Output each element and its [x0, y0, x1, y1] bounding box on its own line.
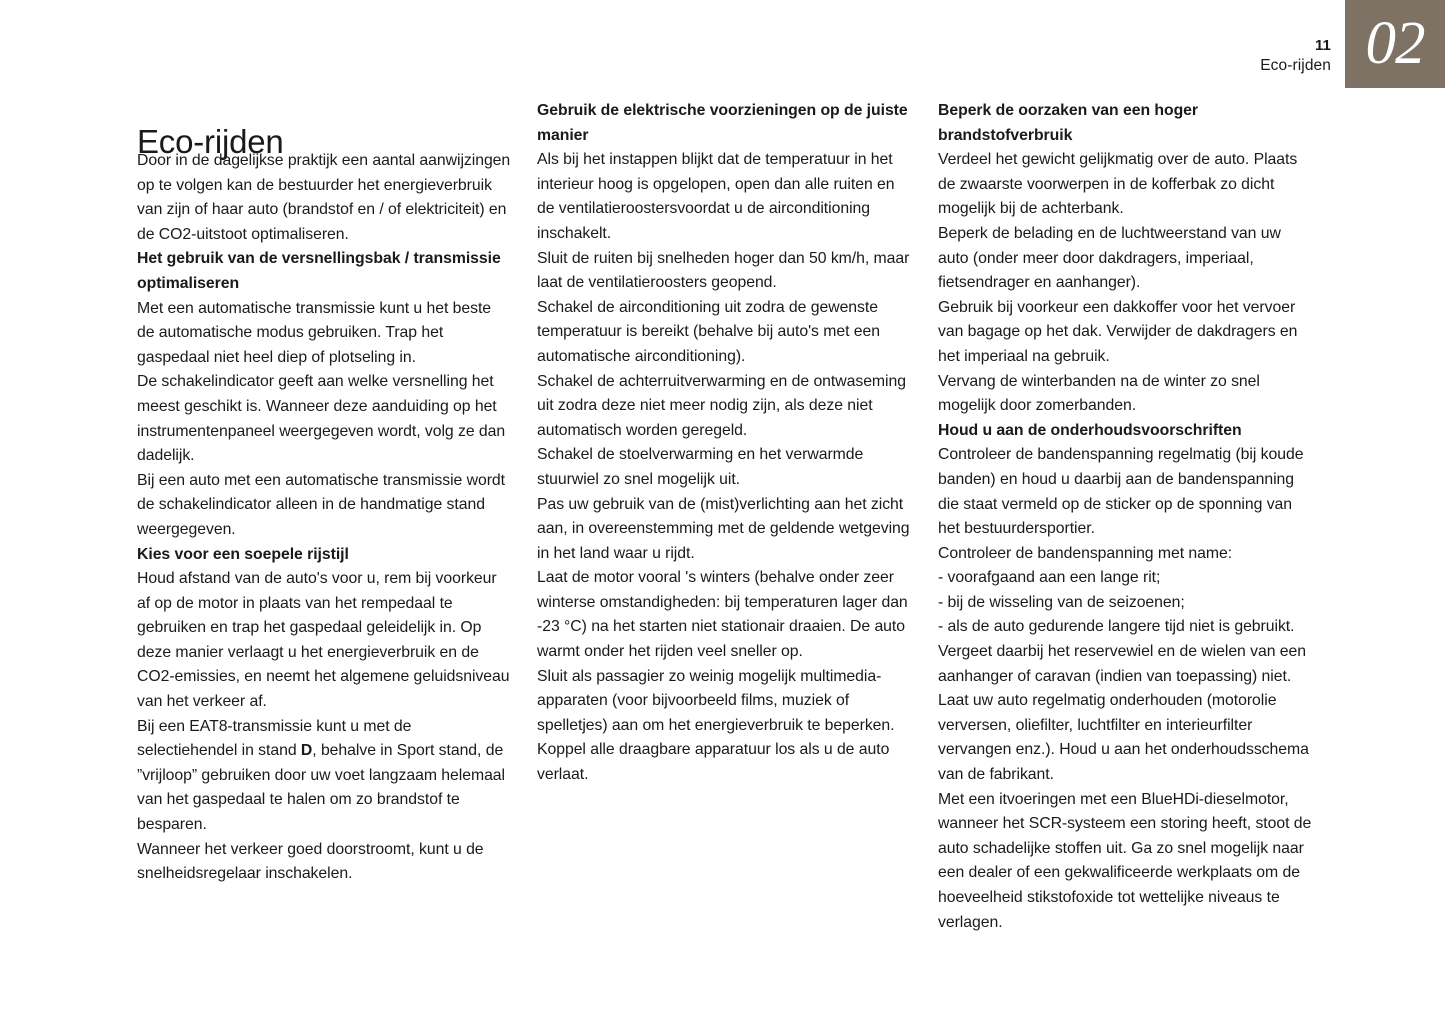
chapter-tab	[1345, 0, 1445, 88]
body-paragraph: Sluit als passagier zo weinig mogelijk multimedia-apparaten (voor bijvoorbeeld films, muziek of spelletjes) aan om het energieverbruik te beperken.	[537, 667, 895, 734]
body-paragraph: Vervang de winterbanden na de winter zo snel mogelijk door zomerbanden.	[938, 372, 1260, 415]
text-column-2	[537, 99, 911, 788]
body-paragraph: Wanneer het verkeer goed doorstroomt, kunt u de snelheidsregelaar inschakelen.	[137, 840, 484, 883]
body-paragraph: - bij de wisseling van de seizoenen;	[938, 593, 1185, 611]
section-heading: Houd u aan de onderhoudsvoorschriften	[938, 421, 1242, 439]
body-paragraph: Laat de motor vooral 's winters (behalve onder zeer winterse omstandigheden: bij temperaturen lager dan -23 °C) na het starten niet stationair draaien. De auto warmt onder het rijden veel sneller op.	[537, 569, 908, 661]
body-paragraph: Controleer de bandenspanning met name:	[938, 544, 1233, 562]
body-paragraph: Door in de dagelijkse praktijk een aantal aanwijzingen op te volgen kan de bestuurder het energieverbruik van zijn of haar auto (brandstof en / of elektriciteit) en de CO2-uitstoot optimaliseren.	[137, 152, 511, 243]
body-paragraph: Verdeel het gewicht gelijkmatig over de auto. Plaats de zwaarste voorwerpen in de kofferbak zo dicht mogelijk bij de achterbank.	[938, 151, 1298, 218]
body-paragraph: - voorafgaand aan een lange rit;	[938, 569, 1161, 587]
body-paragraph: Schakel de stoelverwarming en het verwarmde stuurwiel zo snel mogelijk uit.	[537, 446, 864, 488]
header-chapter-title: Eco-rijden	[1260, 57, 1331, 74]
page-number: 11	[1314, 37, 1331, 54]
text-column-3	[938, 99, 1312, 935]
body-paragraph: Beperk de belading en de luchtweerstand van uw auto (onder meer door dakdragers, imperiaal, fietsendrager en aanhanger).	[938, 224, 1281, 292]
page-title: Eco-rijden	[137, 123, 284, 161]
body-paragraph: Houd afstand van de auto's voor u, rem bij voorkeur af op de motor in plaats van het rempedaal te gebruiken en trap het gaspedaal geleidelijk in. Op deze manier verlaagt u het energieverbruik en de CO2-emissies, en neemt het algemene geluidsniveau van het verkeer af.	[137, 570, 510, 711]
section-heading: Gebruik de elektrische voorzieningen op de juiste manier	[537, 102, 908, 144]
body-paragraph: Als bij het instappen blijkt dat de temperatuur in het interieur hoog is opgelopen, open dan alle ruiten en de ventilatieroostersvoordat u de airconditioning inschakelt.	[537, 151, 895, 242]
body-paragraph: De schakelindicator geeft aan welke versnelling het meest geschikt is. Wanneer deze aanduiding op het instrumentenpaneel weergegeven wordt, volg ze dan dadelijk.	[137, 373, 506, 465]
body-paragraph: Sluit de ruiten bij snelheden hoger dan 50 km/h, maar laat de ventilatieroosters geopend.	[537, 249, 910, 292]
body-paragraph: Bij een auto met een automatische transmissie wordt de schakelindicator alleen in de handmatige stand weergegeven.	[137, 471, 505, 538]
body-paragraph: Schakel de airconditioning uit zodra de gewenste temperatuur is bereikt (behalve bij auto's met een automatische airconditioning).	[537, 298, 880, 365]
section-heading: Beperk de oorzaken van een hoger brandstofverbruik	[938, 102, 1199, 144]
body-paragraph: Met een automatische transmissie kunt u het beste de automatische modus gebruiken. Trap het gaspedaal niet heel diep of plotseling in.	[137, 299, 492, 366]
section-heading: Het gebruik van de versnellingsbak / transmissie optimaliseren	[137, 250, 501, 292]
chapter-number: 02	[1365, 10, 1425, 77]
body-paragraph: Gebruik bij voorkeur een dakkoffer voor het vervoer van bagage op het dak. Verwijder de dakdragers en het imperiaal na gebruik.	[938, 298, 1298, 365]
body-paragraph: Bij een EAT8-transmissie kunt u met de selectiehendel in stand D, behalve in Sport stand, de ”vrijloop” gebruiken door uw voet langzaam helemaal van het gaspedaal te halen om zo brandstof te besparen.	[137, 717, 505, 834]
body-paragraph: Schakel de achterruitverwarming en de ontwaseming uit zodra deze niet meer nodig zijn, als deze niet automatisch worden geregeld.	[537, 372, 906, 439]
body-paragraph: Pas uw gebruik van de (mist)verlichting aan het zicht aan, in overeenstemming met de geldende wetgeving in het land waar u rijdt.	[537, 495, 910, 562]
page-header	[0, 0, 1445, 90]
text-column-1	[137, 149, 511, 887]
body-paragraph: Vergeet daarbij het reservewiel en de wielen van een aanhanger of caravan (indien van toepassing) niet.	[938, 643, 1306, 685]
body-paragraph: Koppel alle draagbare apparatuur los als u de auto verlaat.	[537, 741, 890, 784]
body-paragraph: Controleer de bandenspanning regelmatig (bij koude banden) en houd u daarbij aan de bandenspanning die staat vermeld op de sticker op de sponning van het bestuurdersportier.	[938, 446, 1304, 538]
body-paragraph: Met een itvoeringen met een BlueHDi-dieselmotor, wanneer het SCR-systeem een storing heeft, stoot de auto schadelijke stoffen uit. Ga zo snel mogelijk naar een dealer of een gekwalificeerde werkplaats om de hoeveelheid stikstofoxide tot wettelijke niveaus te verlagen.	[938, 790, 1312, 931]
header-meta	[1080, 36, 1331, 76]
body-paragraph: - als de auto gedurende langere tijd niet is gebruikt.	[938, 618, 1295, 636]
section-heading: Kies voor een soepele rijstijl	[137, 545, 349, 563]
body-paragraph: Laat uw auto regelmatig onderhouden (motorolie verversen, oliefilter, luchtfilter en interieurfilter vervangen enz.). Houd u aan het onderhoudsschema van de fabrikant.	[938, 692, 1309, 784]
